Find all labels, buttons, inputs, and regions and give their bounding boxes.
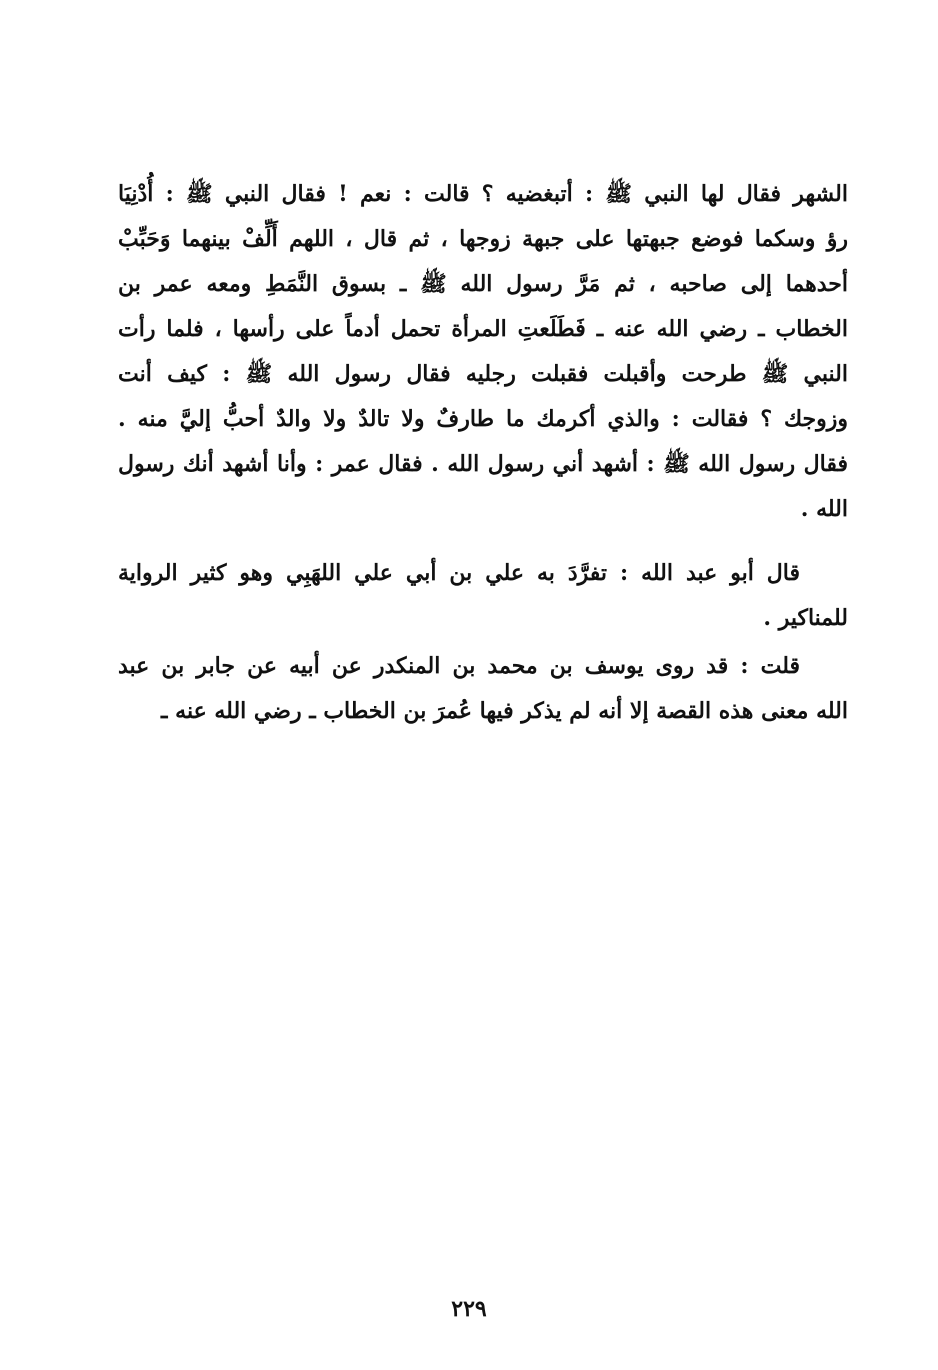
paragraph-main: [118, 172, 848, 532]
text-line: قال أبو عبد الله : تفرَّدَ به علي بن أبي علي اللهَبِي وهو كثير الرواية: [118, 560, 800, 586]
text-line: النبي ﷺ طرحت وأقبلت فقبلت رجليه فقال رسول الله ﷺ : كيف أنت: [118, 361, 848, 387]
text-line: الخطاب ـ رضي الله عنه ـ فَطَلَعتِ المرأة تحمل أدماً على رأسها ، فلما رأت: [118, 316, 848, 342]
text-line: فقال رسول الله ﷺ : أشهد أني رسول الله . فقال عمر : وأنا أشهد أنك رسول: [118, 451, 848, 477]
paragraph-abu-abdullah: [118, 551, 848, 641]
text-line: الله .: [800, 496, 848, 522]
paragraph-qult: [118, 644, 848, 734]
text-line: للمناكير .: [763, 605, 848, 631]
page-number: ٢٢٩: [451, 1296, 487, 1322]
text-line: وزوجك ؟ فقالت : والذي أكرمك ما طارفٌ ولا تالدٌ ولا والدٌ أحبُّ إليَّ منه .: [118, 406, 848, 432]
text-line: الله معنى هذه القصة إلا أنه لم يذكر فيها عُمرَ بن الخطاب ـ رضي الله عنه ـ: [161, 698, 848, 724]
text-line: أحدهما إلى صاحبه ، ثم مَرَّ رسول الله ﷺ ـ بسوق النَّمَطِ ومعه عمر بن: [118, 271, 848, 297]
text-line: قلت : قد روى يوسف بن محمد بن المنكدر عن أبيه عن جابر بن عبد: [118, 653, 800, 679]
text-line: رؤ وسكما فوضع جبهتها على جبهة زوجها ، ثم قال ، اللهم أَلِّفْ بينهما وَحَبِّبْ: [118, 226, 848, 252]
text-line: الشهر فقال لها النبي ﷺ : أتبغضيه ؟ قالت : نعم ! فقال النبي ﷺ : أُدْنِيَا: [118, 181, 848, 207]
